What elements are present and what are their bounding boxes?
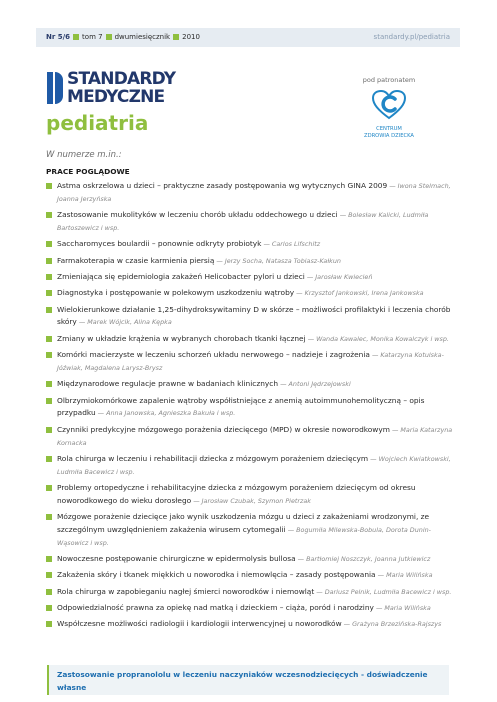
author-separator: —	[278, 380, 289, 389]
in-this-issue-label: W numerze m.in.:	[46, 150, 122, 160]
article-item[interactable]	[35, 304, 461, 329]
article-authors: Jarosław Czubak, Szymon Pietrzak	[201, 496, 311, 505]
article-authors: Maria Wilińska	[384, 604, 431, 613]
bullet-square-icon	[46, 212, 52, 218]
article-item[interactable]	[46, 378, 461, 391]
article-authors: Krzysztof Jankowski, Irena Jankowska	[304, 289, 424, 298]
header-bar	[36, 28, 460, 47]
author-separator: —	[389, 425, 401, 434]
author-separator: —	[305, 334, 317, 343]
article-list	[46, 180, 461, 635]
article-item[interactable]	[46, 602, 461, 615]
bullet-square-icon	[46, 605, 52, 611]
bullet-square-icon	[46, 398, 52, 404]
article-title: Mózgowe porażenie dziecięce jako wynik uszkodzenia mózgu u dzieci z zakażeniami wrodzonymi, ze szczególnym uwzględnieniem zakażenia wirusem cytomegalii	[57, 512, 430, 534]
article-item[interactable]	[46, 511, 461, 549]
article-title: Wielokierunkowe działanie 1,25-dihydroksywitaminy D w skórze – możliwości profilaktyki i leczenia chorób skóry	[57, 304, 451, 327]
author-separator: —	[369, 351, 381, 360]
article-authors: Marek Wójcik, Alina Kępka	[87, 318, 172, 327]
bullet-square-icon	[46, 274, 52, 280]
brand-line-2: MEDYCZNE	[67, 87, 165, 107]
website-link[interactable]: standardy.pl/pediatria	[373, 33, 450, 41]
patronage-block	[352, 76, 426, 140]
brand-name	[67, 70, 175, 106]
patron-emblem-icon	[372, 90, 406, 120]
article-item[interactable]	[46, 424, 461, 449]
article-item[interactable]	[46, 618, 461, 631]
article-item[interactable]	[46, 395, 461, 420]
author-separator: —	[368, 454, 379, 463]
article-item[interactable]	[46, 255, 461, 268]
article-title: Zastosowanie mukolityków w leczeniu chorób układu oddechowego u dzieci	[57, 210, 338, 220]
article-authors: Jerzy Socha, Natasza Tobiasz-Kałkun	[224, 256, 341, 265]
article-title: Międzynarodowe regulacje prawne w badaniach klinicznych	[57, 379, 279, 389]
author-separator: —	[294, 289, 305, 298]
article-title: Rola chirurga w zapobieganiu nagłej śmierci noworodków i niemowląt	[57, 586, 315, 596]
article-title: Olbrzymiokomórkowe zapalenie wątroby współistniejące z anemią autoimmunohemolityczną – opis przypadku	[57, 395, 425, 418]
author-separator: —	[373, 604, 385, 613]
separator-square-icon	[73, 34, 79, 40]
author-separator: —	[341, 620, 353, 629]
journal-subtitle: pediatria	[46, 111, 149, 135]
author-separator: —	[337, 211, 349, 220]
author-separator: —	[375, 571, 387, 580]
author-separator: —	[95, 409, 107, 418]
bullet-square-icon	[46, 381, 52, 387]
article-title: Zmieniająca się epidemiologia zakażeń Helicobacter pylori u dzieci	[57, 271, 305, 281]
patron-name-line-1: CENTRUM	[376, 126, 402, 132]
patron-name-line-2: ZDROWIA DZIECKA	[364, 133, 414, 139]
highlight-article[interactable]: Zastosowanie propranololu w leczeniu naczyniaków wczesnodziecięcych - doświadczenie własne	[47, 665, 449, 695]
article-item[interactable]	[46, 569, 461, 582]
article-authors: Maria Katarzyna Kornacka	[57, 425, 453, 447]
bullet-square-icon	[46, 183, 52, 189]
article-item[interactable]	[46, 482, 461, 507]
article-authors: Katarzyna Kotulska-Jóźwiak, Magdalena Larysz-Brysz	[57, 351, 444, 372]
bullet-square-icon	[46, 556, 52, 562]
article-title: Diagnostyka i postępowanie w polekowym uszkodzeniu wątroby	[57, 288, 295, 298]
bullet-square-icon	[46, 241, 52, 247]
author-separator: —	[314, 587, 325, 596]
article-authors: Wojciech Kwiatkowski, Ludmiła Bacewicz i wsp.	[57, 454, 451, 476]
bullet-square-icon	[46, 290, 52, 296]
bullet-square-icon	[46, 307, 52, 313]
article-title: Saccharomyces boulardii – ponownie odkryty probiotyk	[57, 239, 262, 249]
article-item[interactable]	[46, 553, 461, 566]
article-item[interactable]	[46, 271, 461, 284]
frequency: dwumiesięcznik	[114, 33, 171, 41]
article-authors: Bolesław Kalicki, Ludmiła Bartoszewicz i wsp.	[57, 211, 429, 232]
article-item[interactable]	[46, 333, 461, 346]
article-title: Odpowiedzialność prawna za opiekę nad matką i dzieckiem – ciąża, poród i narodziny	[57, 603, 374, 613]
separator-square-icon	[106, 34, 112, 40]
author-separator: —	[285, 525, 297, 534]
bullet-square-icon	[46, 336, 52, 342]
article-title: Rola chirurga w leczeniu i rehabilitacji dziecka z mózgowym porażeniem dziecięcym	[57, 453, 369, 463]
article-title: Nowoczesne postępowanie chirurgiczne w epidermolysis bullosa	[57, 553, 296, 563]
article-item[interactable]	[46, 238, 461, 251]
article-title: Farmakoterapia w czasie karmienia piersią	[57, 255, 215, 265]
brand-logo-icon	[47, 72, 63, 104]
separator-square-icon	[173, 34, 179, 40]
brand-line-1: STANDARDY	[67, 69, 176, 89]
article-authors: Jarosław Kwiecień	[315, 272, 373, 281]
issue-info	[46, 28, 200, 47]
bullet-square-icon	[46, 589, 52, 595]
article-title: Problemy ortopedyczne i rehabilitacyjne dziecka z mózgowym porażeniem dziecięcym od okresu noworodkowego do wieku dorosłego	[57, 483, 416, 505]
article-item[interactable]	[46, 586, 461, 599]
article-authors: Maria Wilińska	[386, 571, 433, 580]
patronage-label: pod patronatem	[362, 76, 416, 84]
article-item[interactable]	[46, 180, 461, 205]
article-title: Współczesne możliwości radiologii i kardiologii interwencyjnej u noworodków	[57, 619, 342, 629]
article-authors: Bartłomiej Noszczyk, Joanna Jutkiewicz	[306, 554, 431, 563]
article-authors: Dariusz Pelnik, Ludmiła Bacewicz i wsp.	[324, 587, 452, 596]
author-separator: —	[76, 318, 88, 327]
bullet-square-icon	[46, 427, 52, 433]
bullet-square-icon	[46, 572, 52, 578]
article-authors: Anna Janowska, Agnieszka Bakuła i wsp.	[106, 409, 236, 418]
article-title: Astma oskrzelowa u dzieci – praktyczne zasady postępowania wg wytycznych GINA 2009	[57, 181, 388, 190]
article-title: Komórki macierzyste w leczeniu schorzeń układu nerwowego – nadzieje i zagrożenia	[57, 350, 370, 360]
bullet-square-icon	[46, 456, 52, 462]
article-authors: Bogumiła Milewska-Bobula, Dorota Dunin-Wąsowicz i wsp.	[57, 525, 431, 547]
bullet-square-icon	[46, 514, 52, 520]
article-authors: Carlos Lifschitz	[271, 240, 321, 249]
bullet-square-icon	[46, 258, 52, 264]
author-separator: —	[295, 554, 307, 563]
article-item[interactable]	[46, 209, 461, 234]
article-authors: Grażyna Brzezińska-Rajszys	[352, 620, 442, 629]
author-separator: —	[387, 182, 398, 190]
bullet-square-icon	[46, 621, 52, 627]
bullet-square-icon	[46, 485, 52, 491]
patron-name	[352, 126, 426, 140]
article-title: Zmiany w układzie krążenia w wybranych chorobach tkanki łącznej	[57, 333, 306, 343]
issue-number: Nr 5/6	[46, 33, 71, 41]
volume: tom 7	[82, 33, 103, 41]
section-title: PRACE POGLĄDOWE	[46, 167, 130, 176]
article-title: Zakażenia skóry i tkanek miękkich u noworodka i niemowlęcia – zasady postępowania	[57, 570, 376, 580]
author-separator: —	[214, 256, 225, 265]
article-item[interactable]	[46, 453, 461, 478]
year: 2010	[182, 33, 200, 41]
author-separator: —	[304, 272, 316, 281]
article-authors: Antoni Jędrzejowski	[288, 380, 351, 389]
article-authors: Iwona Stelmach, Joanna Jerzyńska	[57, 182, 451, 203]
article-title: Czynniki predykcyjne mózgowego porażenia dziecięcego (MPD) w okresie noworodkowym	[57, 424, 390, 434]
author-separator: —	[261, 240, 272, 249]
article-item[interactable]	[46, 287, 461, 300]
article-item[interactable]	[46, 349, 461, 374]
author-separator: —	[191, 496, 202, 505]
article-authors: Wanda Kawalec, Monika Kowalczyk i wsp.	[316, 334, 449, 343]
bullet-square-icon	[46, 352, 52, 358]
